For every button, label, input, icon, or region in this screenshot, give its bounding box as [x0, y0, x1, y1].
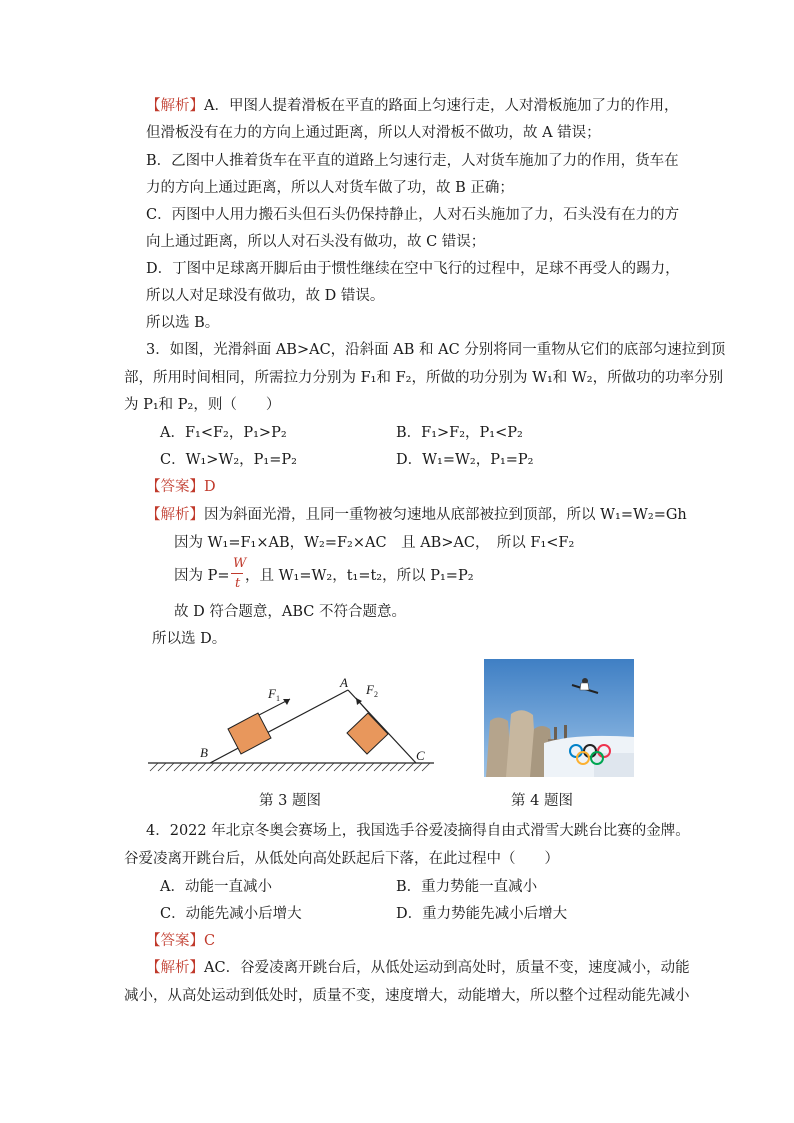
- q3-analysis-line-4: 故 D 符合题意，ABC 不符合题意。: [174, 604, 406, 620]
- q4-analysis-line-2: 减小，从高处运动到低处时，质量不变，速度增大，动能增大，所以整个过程动能先减小: [124, 988, 690, 1004]
- q3-analysis-line-1: 【解析】因为斜面光滑，且同一重物被匀速地从底部被拉到顶部，所以 W₁=W₂=Gh: [146, 507, 687, 523]
- ski-jump-photo: [484, 659, 634, 777]
- q4-option-b: B．重力势能一直减小: [396, 879, 538, 895]
- q4-stem-line-1: 4．2022 年北京冬奥会赛场上，我国选手谷爱凌摘得自由式滑雪大跳台比赛的金牌。: [146, 823, 690, 839]
- q4-answer-value: C: [204, 933, 216, 949]
- q2-analysis-line-8: 所以人对足球没有做功，故 D 错误。: [146, 288, 385, 304]
- q4-option-c: C．动能先减小后增大: [160, 906, 302, 922]
- q2-analysis-line-6: 向上通过距离，所以人对石头没有做功，故 C 错误；: [146, 234, 486, 250]
- label-f1: $F_1$: [268, 686, 280, 703]
- label-c: C: [416, 748, 425, 763]
- q3-analysis-line-3-post: ，且 W₁=W₂，t₁=t₂，所以 P₁=P₂: [245, 568, 474, 584]
- q4-option-a: A．动能一直减小: [160, 879, 272, 895]
- fraction-numerator: W: [233, 556, 247, 571]
- fraction-bar: [231, 573, 243, 574]
- q3-option-c: C．W₁>W₂，P₁=P₂: [160, 452, 297, 468]
- q4-analysis-line-1: 【解析】AC．谷爱凌离开跳台后，从低处运动到高处时，质量不变，速度减小，动能: [146, 960, 690, 976]
- q3-analysis-line-3-pre: 因为 P=: [174, 568, 230, 584]
- q2-analysis-line-2: 但滑板没有在力的方向上通过距离，所以人对滑板不做功，故 A 错误；: [146, 125, 601, 141]
- figure-3-caption: 第 3 题图: [259, 793, 321, 809]
- incline-diagram: [140, 660, 440, 780]
- q2-conclusion: 所以选 B。: [146, 315, 220, 331]
- q4-stem-line-2: 谷爱凌离开跳台后，从低处向高处跃起后下落，在此过程中（ ）: [124, 851, 559, 867]
- q2-analysis-line-3: B．乙图中人推着货车在平直的道路上匀速行走，人对货车施加了力的作用，货车在: [146, 153, 679, 169]
- q3-conclusion: 所以选 D。: [152, 631, 227, 647]
- q3-stem-line-3: 为 P₁和 P₂，则（ ）: [124, 397, 281, 413]
- block-on-ac: [347, 713, 388, 754]
- q3-option-b: B．F₁>F₂，P₁<P₂: [396, 425, 523, 441]
- q2-analysis-line-5: C．丙图中人用力搬石头但石头仍保持静止，人对石头施加了力，石头没有在力的方: [146, 207, 680, 223]
- q2-analysis-line-1: 【解析】A．甲图人提着滑板在平直的路面上匀速行走，人对滑板施加了力的作用，: [146, 98, 679, 114]
- q3-option-d: D．W₁=W₂，P₁=P₂: [396, 452, 534, 468]
- q4-option-d: D．重力势能先减小后增大: [396, 906, 568, 922]
- label-a: A: [340, 675, 348, 690]
- q3-analysis-line-2: 因为 W₁=F₁×AB，W₂=F₂×AC 且 AB>AC， 所以 F₁<F₂: [174, 535, 575, 551]
- q3-stem-line-2: 部，所用时间相同，所需拉力分别为 F₁和 F₂，所做的功分别为 W₁和 W₂，所做功的功率分别: [124, 370, 724, 386]
- q4-answer: 【答案】C: [146, 933, 216, 949]
- q3-answer-value: D: [204, 479, 216, 495]
- figure-4-caption: 第 4 题图: [511, 793, 573, 809]
- label-b: B: [200, 745, 208, 760]
- q3-stem-line-1: 3．如图，光滑斜面 AB>AC，沿斜面 AB 和 AC 分别将同一重物从它们的底部匀速拉到顶: [146, 342, 726, 358]
- ground-hatching: [150, 763, 430, 771]
- q2-analysis-line-4: 力的方向上通过距离，所以人对货车做了功，故 B 正确；: [146, 180, 514, 196]
- analysis-tag: 【解析】: [146, 98, 204, 114]
- block-on-ab: [228, 713, 271, 754]
- label-f2: $F_2$: [366, 682, 378, 699]
- q3-answer: 【答案】D: [146, 479, 216, 495]
- q2-analysis-line-7: D．丁图中足球离开脚后由于惯性继续在空中飞行的过程中，足球不再受人的踢力，: [146, 261, 680, 277]
- fraction-denominator: t: [235, 576, 241, 591]
- q3-option-a: A．F₁<F₂，P₁>P₂: [160, 425, 287, 441]
